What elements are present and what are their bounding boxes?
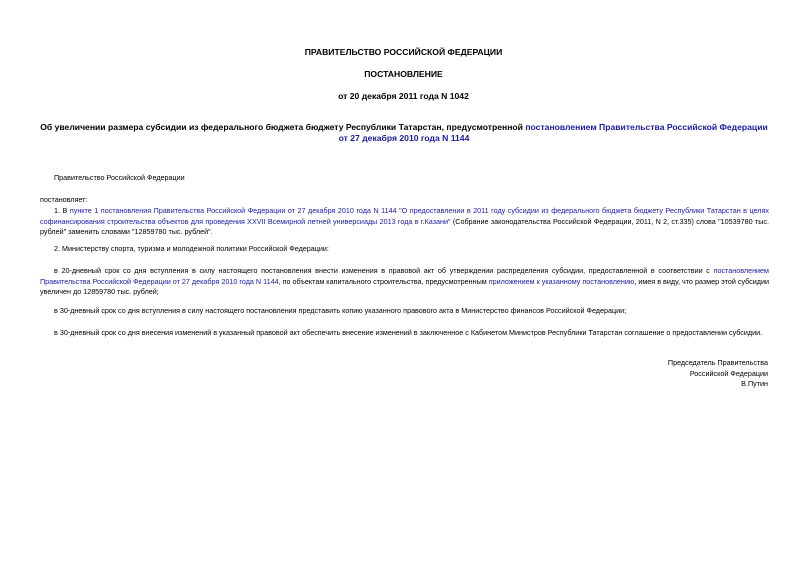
title-link[interactable]: постановлением Правительства Российской Федерации от 27 декабря 2010 года N 1144 (338, 122, 768, 143)
item-2a-paragraph (40, 266, 769, 298)
document-title (40, 122, 768, 144)
signature-line-1: Председатель Правительства (667, 358, 768, 367)
item-1-pre: 1. В (54, 206, 70, 215)
item-2a-link[interactable]: постановлением Правительства Российской Федерации от 27 декабря 2010 года N 1144 (40, 266, 769, 286)
item-1-link-title[interactable]: "О предоставлении в 2011 году субсидии из федерального бюджета бюджету Республики Татарстан в целях софинансирования строительства объектов для проведения XXVII Всемирной летней универсиады 2013 года в г.Казани" (40, 206, 769, 226)
date-number-heading: от 20 декабря 2011 года N 1042 (338, 91, 469, 101)
signature-block (668, 358, 768, 390)
signature-name: В.Путин (741, 379, 768, 389)
item-1-link[interactable]: пункте 1 постановления Правительства Российской Федерации от 27 декабря 2010 года N 1144 (69, 206, 397, 215)
issuer-paragraph: Правительство Российской Федерации (54, 173, 185, 182)
item-1-paragraph (40, 206, 769, 238)
item-2c-paragraph: в 30-дневный срок со дня внесения изменений в указанный правовой акт обеспечить внесение изменений в заключенное с Кабинетом Министров Республики Татарстан соглашение о предоставлении субсидии. (54, 328, 763, 337)
doc-type-heading: ПОСТАНОВЛЕНИЕ (364, 69, 443, 79)
item-2a-appendix-link[interactable]: приложением к указанному постановлению (488, 276, 635, 286)
item-1-post: (Собрание законодательства Российской Федерации, 2011, N 2, ст.335) слова "10539780 тыс. рублей" заменить словами "12859780 тыс. рублей". (40, 216, 769, 237)
decree-word: постановляет: (40, 195, 88, 204)
item-2b-paragraph: в 30-дневный срок со дня вступления в силу настоящего постановления представить копию указанного правового акта в Министерство финансов Российской Федерации; (54, 306, 627, 315)
signature-line-2: Российской Федерации (689, 368, 768, 378)
item-2a-post: , имея в виду, что размер этой субсидии увеличен до 12859780 тыс. рублей; (40, 276, 770, 297)
item-2-paragraph: 2. Министерству спорта, туризма и молодежной политики Российской Федерации: (54, 244, 329, 253)
title-text: Об увеличении размера субсидии из федерального бюджета бюджету Республики Татарстан, предусмотренной (40, 122, 526, 132)
item-2a-pre: в 20-дневный срок со дня вступления в силу настоящего постановления внести изменения в правовой акт об утверждении распределения субсидии, предоставленной в соответствии с (54, 266, 714, 275)
item-2a-mid: , по объектам капитального строительства, предусмотренным (278, 276, 489, 286)
government-heading: ПРАВИТЕЛЬСТВО РОССИЙСКОЙ ФЕДЕРАЦИИ (304, 47, 503, 57)
